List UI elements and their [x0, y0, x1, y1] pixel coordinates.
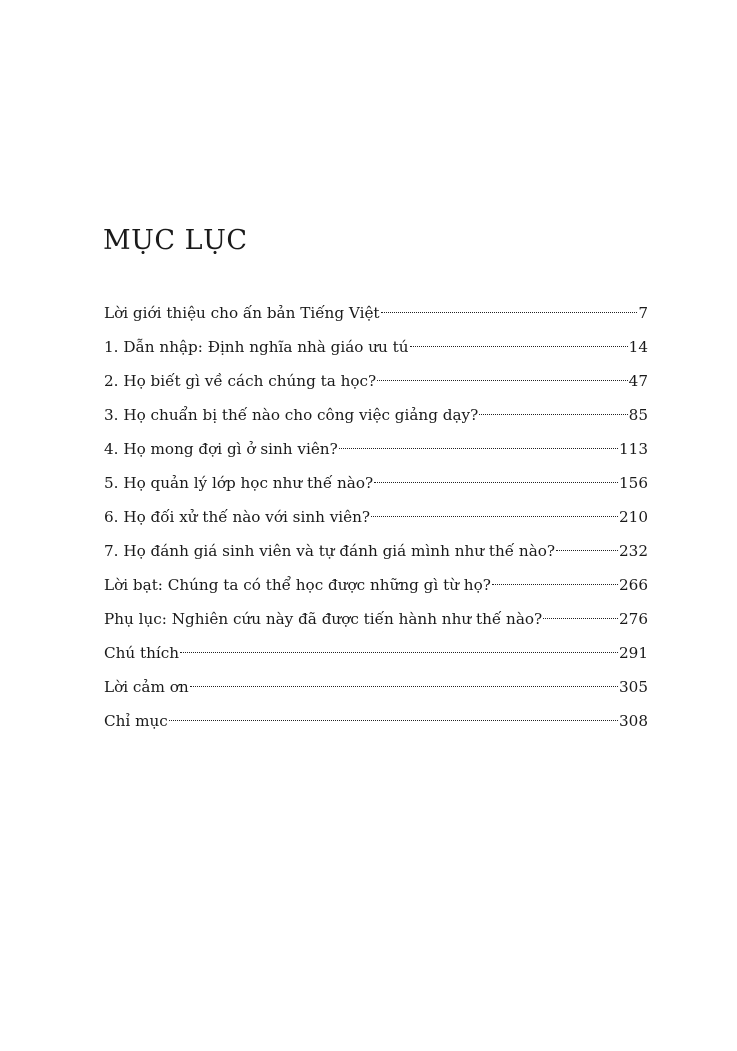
toc-entry[interactable]: [104, 330, 648, 364]
toc-entry-title: 5. Họ quản lý lớp học như thế nào?: [104, 474, 374, 492]
toc-entry-title: Lời cảm ơn: [104, 678, 189, 696]
toc-entry[interactable]: [104, 568, 648, 602]
toc-entry-page-number: 305: [619, 678, 648, 696]
toc-entry-page-number: 291: [619, 644, 648, 662]
toc-entry[interactable]: [104, 636, 648, 670]
toc-entry[interactable]: [104, 670, 648, 704]
dot-leader: [556, 550, 618, 551]
dot-leader: [339, 448, 618, 449]
toc-entry-title: 4. Họ mong đợi gì ở sinh viên?: [104, 440, 338, 458]
toc-entry[interactable]: [104, 364, 648, 398]
dot-leader: [169, 720, 618, 721]
dot-leader: [190, 686, 618, 687]
toc-entry-title: 6. Họ đối xử thế nào với sinh viên?: [104, 508, 371, 526]
toc-entry-title: 2. Họ biết gì về cách chúng ta học?: [104, 372, 377, 390]
toc-entry-page-number: 276: [619, 610, 648, 628]
toc-entry-title: Chú thích: [104, 644, 180, 662]
toc-entry-title: 3. Họ chuẩn bị thế nào cho công việc giảng dạy?: [104, 406, 479, 424]
page-title: MỤC LỤC: [103, 225, 248, 256]
dot-leader: [374, 482, 618, 483]
dot-leader: [479, 414, 627, 415]
toc-entry-title: Lời giới thiệu cho ấn bản Tiếng Việt: [104, 304, 380, 322]
dot-leader: [381, 312, 638, 313]
toc-entry-page-number: 266: [619, 576, 648, 594]
toc-entry[interactable]: [104, 398, 648, 432]
toc-entry-page-number: 85: [628, 406, 648, 424]
toc-entry[interactable]: [104, 296, 648, 330]
toc-entry-page-number: 308: [619, 712, 648, 730]
toc-entry-title: Chỉ mục: [104, 712, 168, 730]
dot-leader: [492, 584, 618, 585]
toc-entry-title: Phụ lục: Nghiên cứu này đã được tiến hành như thế nào?: [104, 610, 543, 628]
toc-entry-title: 7. Họ đánh giá sinh viên và tự đánh giá mình như thế nào?: [104, 542, 556, 560]
toc-entry-page-number: 113: [619, 440, 648, 458]
toc-entry[interactable]: [104, 432, 648, 466]
toc-entry[interactable]: [104, 534, 648, 568]
dot-leader: [377, 380, 627, 381]
table-of-contents: [104, 296, 648, 738]
toc-entry[interactable]: [104, 466, 648, 500]
toc-entry-page-number: 232: [619, 542, 648, 560]
dot-leader: [410, 346, 628, 347]
toc-entry-title: Lời bạt: Chúng ta có thể học được những gì từ họ?: [104, 576, 491, 594]
toc-entry-page-number: 156: [619, 474, 648, 492]
toc-entry[interactable]: [104, 602, 648, 636]
toc-entry-page-number: 14: [628, 338, 648, 356]
toc-entry-page-number: 47: [628, 372, 648, 390]
dot-leader: [180, 652, 618, 653]
toc-entry-title: 1. Dẫn nhập: Định nghĩa nhà giáo ưu tú: [104, 338, 409, 356]
toc-entry-page-number: 7: [638, 304, 648, 322]
dot-leader: [371, 516, 618, 517]
toc-entry[interactable]: [104, 500, 648, 534]
toc-entry[interactable]: [104, 704, 648, 738]
toc-entry-page-number: 210: [619, 508, 648, 526]
dot-leader: [543, 618, 618, 619]
